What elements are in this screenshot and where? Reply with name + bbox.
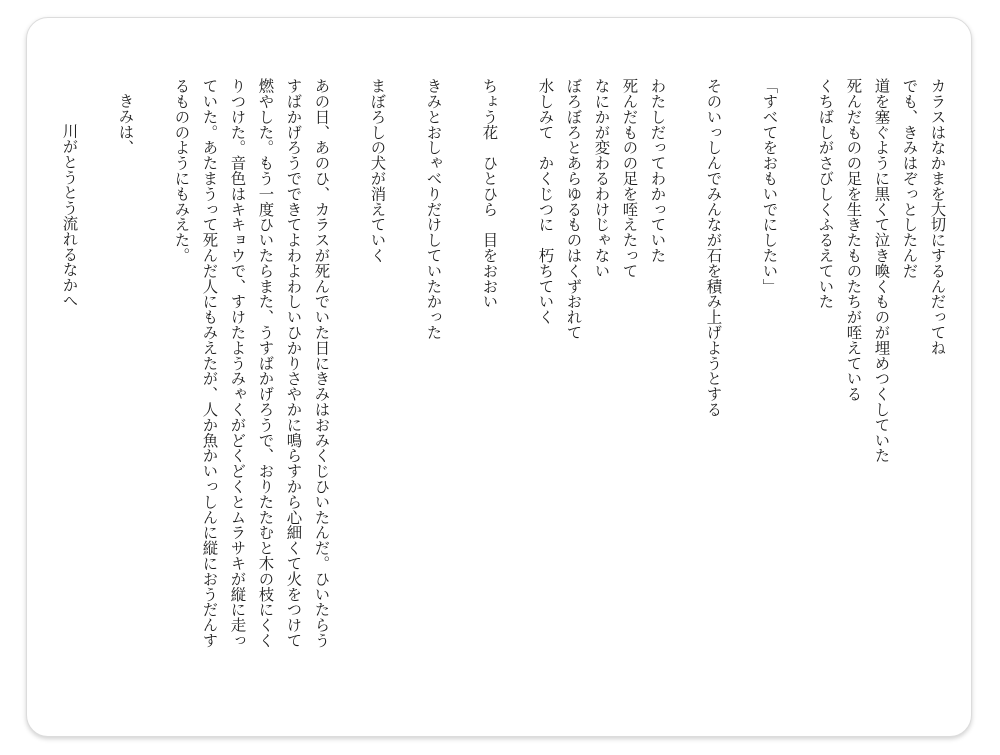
prose-line-5: ていた。あたまうって死んだ人にもみえたが、人か魚かいっしんに縦におうだんす [200,78,219,648]
prose-line-4: りつけた。音色はキキョウで、すけたようみゃくがどくどくとムラサキが縦に走っ [228,78,247,648]
poem-line-17: 川がとうとう流れるなかへ [60,123,79,308]
poem-line-13: ちょう花 ひとひら 目をおおい [480,78,499,309]
poem-line-6: 「すべてをおもいでにしたい」 [760,78,779,294]
poem-line-9: 死んだものの足を咥えたって [620,78,639,279]
poem-line-16: きみは、 [116,93,135,155]
prose-line-3: 燃やした。もう一度ひいたらまた、うすばかげろうで、おりたたむと木の枝にくく [256,78,275,648]
poem-line-5: くちばしがさびしくふるえていた [816,78,835,309]
poem-line-11: ぼろぼろとあらゆるものはくずおれて [564,78,583,340]
poem-line-12: 水しみて かくじつに 朽ちていく [536,78,555,325]
prose-line-6: るもののようにもみえた。 [172,78,191,263]
poem-line-7: そのいっしんでみんなが石を積み上げようとする [704,78,723,417]
poem-line-10: なにかが変わるわけじゃない [592,78,611,279]
poem-line-8: わたしだってわかっていた [648,78,667,263]
prose-line-2: すばかげろうでできてよわよわしいひかりさやかに鳴らすから心細くて火をつけて [284,78,303,648]
poem-line-14: きみとおしゃべりだけしていたかった [424,78,443,340]
document-page [26,17,972,737]
prose-line-1: あの日、あのひ、カラスが死んでいた日にきみはおみくじひいたんだ。ひいたらう [312,78,331,648]
poem-line-4: 死んだものの足を生きたものたちが咥えている [844,78,863,402]
poem-line-2: でも、きみはぞっとしたんだ [900,78,919,279]
poem-line-1: カラスはなかまを大切にするんだってね [928,78,947,356]
poem-line-3: 道を塞ぐように黒くて泣き喚くものが埋めつくしていた [872,78,891,463]
poem-line-15: まぼろしの犬が消えていく [368,78,387,263]
